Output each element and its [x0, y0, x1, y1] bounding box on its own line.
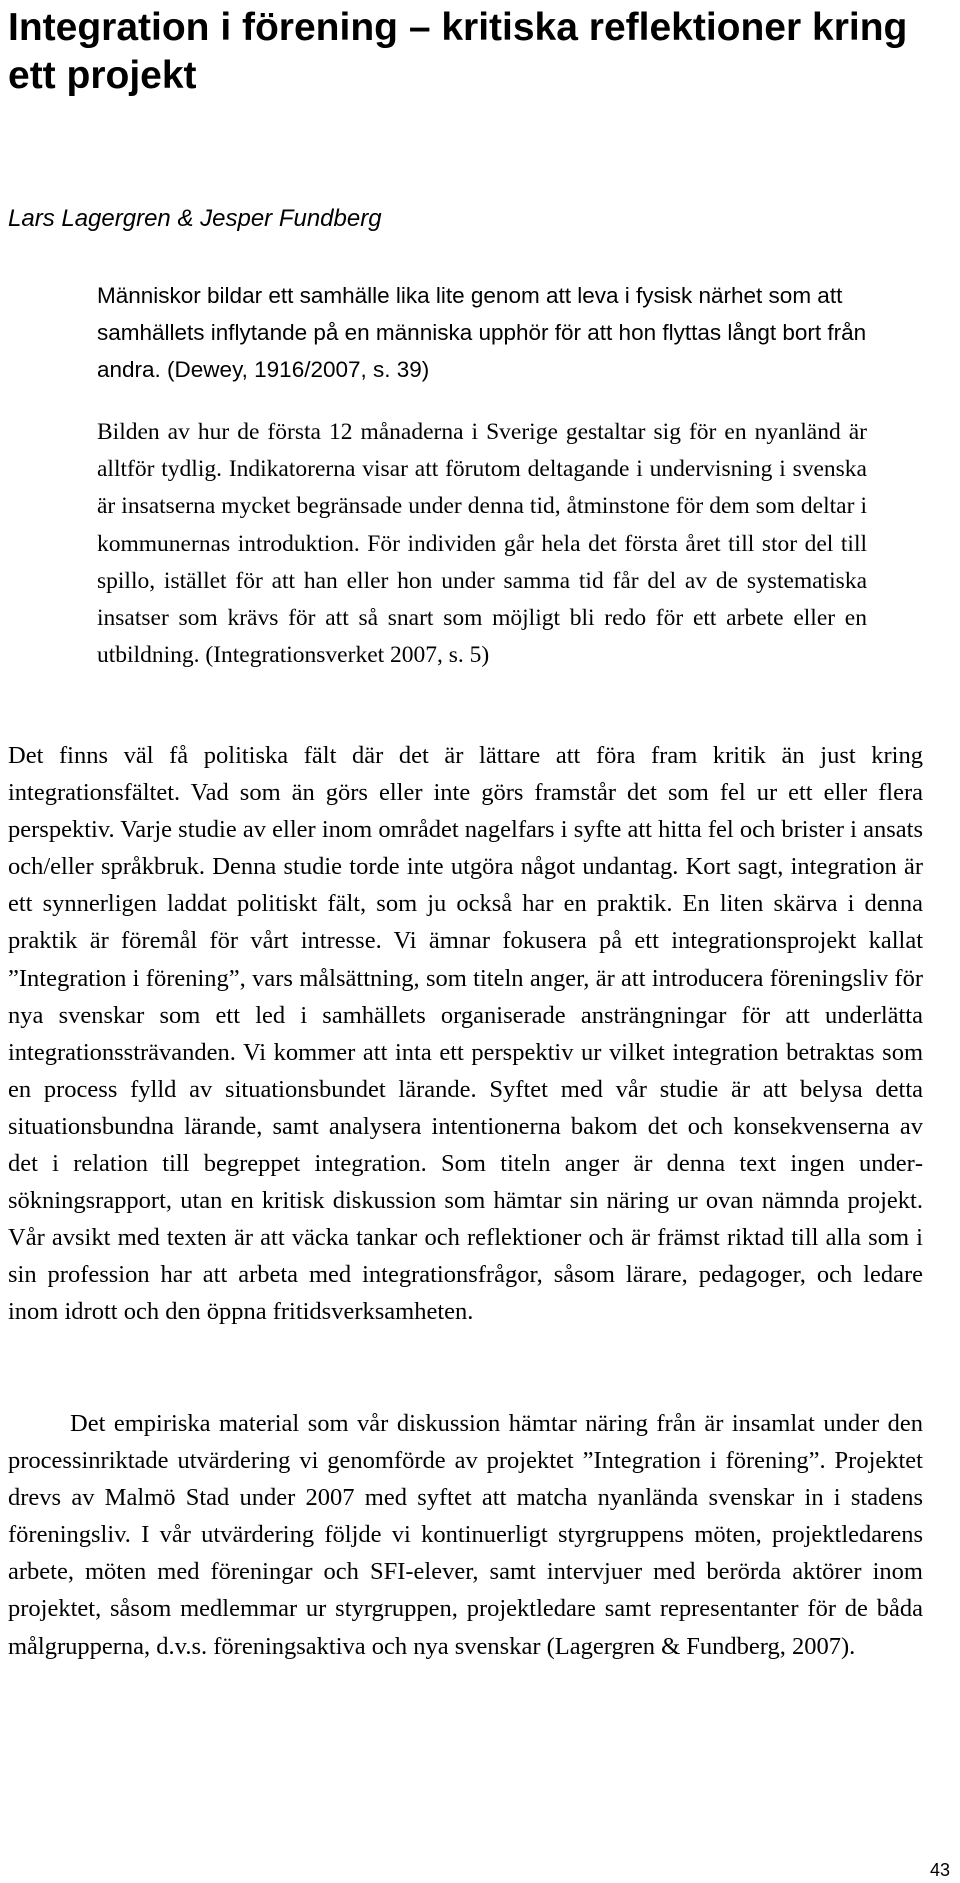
epigraph-quote-dewey: Människor bildar ett samhälle lika lite genom att leva i fysisk närhet som att samhällets inflytande på en människa upphör för att hon flyttas långt bort från andra. (Dewey, 1916/2007, s. 39): [97, 283, 867, 382]
page-number: 43: [929, 1860, 950, 1880]
authors: Lars Lagergren & Jesper Fundberg: [8, 205, 382, 232]
body-paragraph: Det finns väl få politiska fält där det är lättare att föra fram kritik än just kring integrationsfältet. Vad som än görs eller inte görs framstår det som fel ur ett eller flera perspektiv. Varje studie av eller inom området nagelfars i syfte att hitta fel och brister i ansats och/eller språkbruk. Denna studie torde inte utgöra något undantag. Kort sagt, integration är ett synnerligen laddat politiskt fält, som ju också har en praktik. En liten skärva i denna praktik är föremål för vårt intresse. Vi ämnar fokusera på ett integrationsprojekt kallat ”Integration i förening”, vars målsättning, som titeln anger, är att introducera föreningsliv för nya svenskar som ett led i samhällets organiserade ansträngningar för att underlätta integrationssträvanden. Vi kommer att inta ett perspektiv ur vilket integration betraktas som en process fylld av situationsbundet lärande. Syftet med vår studie är att belysa detta situationsbundna lärande, samt analysera intentionerna bakom det och konsekvenserna av det i relation till begreppet integration. Som titeln anger är denna text ingen undersökningsrapport, utan en kritisk diskussion som hämtar sin näring ur ovan nämnda projekt. Vår avsikt med texten är att väcka tankar och reflektioner och är främst riktad till alla som i sin profession har att arbeta med integrationsfrågor, såsom lärare, pedagoger, och ledare inom idrott och den öppna fritidsverksamheten.: [8, 742, 923, 1326]
document-title: Integration i förening – kritiska reflektioner kring ett projekt: [8, 6, 908, 97]
epigraph-quote-integrationsverket: Bilden av hur de första 12 månaderna i Sverige gestaltar sig för en nyanländ är alltför tydlig. Indikatorerna visar att förutom deltagande i undervisning i svenska är insatserna mycket begränsade under denna tid, åtminstone för dem som deltar i kommunernas introduktion. För individen går hela det första året till stor del till spillo, istället för att han eller hon under samma tid får del av de systematiska insatser som krävs för att så snart som möjligt bli redo för ett arbete eller en utbildning. (Integrationsverket 2007, s. 5): [97, 419, 867, 669]
body-paragraph: Det empiriska material som vår diskussion hämtar näring från är insamlat under den processinriktade utvärdering vi genomförde av projektet ”Integration i förening”. Projektet drevs av Malmö Stad under 2007 med syftet att matcha nyanlända svenskar in i stadens föreningsliv. I vår utvärdering följde vi kontinuerligt styrgruppens möten, projektledarens arbete, möten med föreningar och SFI-elever, samt intervjuer med berörda aktörer inom projektet, såsom medlemmar ur styrgruppen, projektledare samt representanter för de båda målgrupperna, d.v.s. föreningsaktiva och nya svenskar (Lagergren & Fundberg, 2007).: [8, 1410, 923, 1660]
